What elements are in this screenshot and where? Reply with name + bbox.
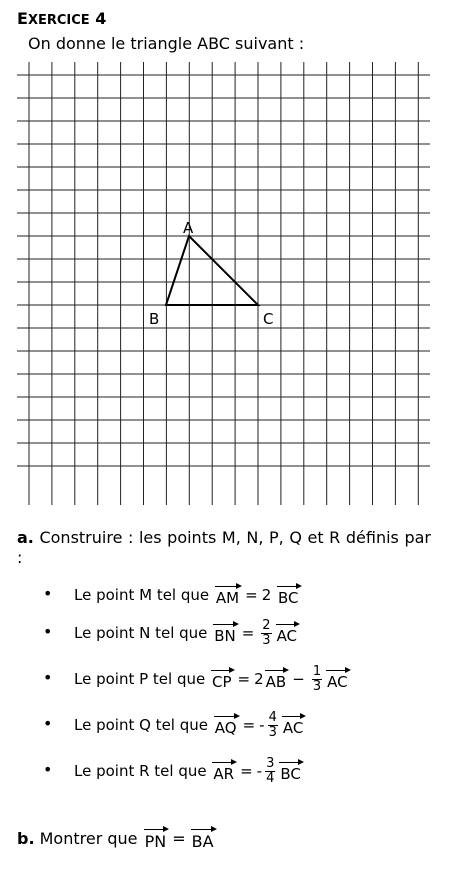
vector: PN: [145, 826, 167, 851]
label-b: B: [149, 310, 160, 328]
vector: BC: [278, 583, 299, 607]
vector: AB: [266, 667, 287, 691]
list-item: • Le point N tel que BN = $\frac{2}{3}$ AC: [43, 617, 298, 648]
list-item: • Le point R tel que AR = - $\frac{3}{4}$ BC: [43, 755, 301, 786]
intro-text: On donne le triangle ABC suivant :: [28, 34, 305, 53]
vector: BA: [192, 826, 214, 851]
exercise-title: EXERCICE 4: [17, 9, 107, 28]
list-item: • Le point M tel que AM = 2 BC: [43, 584, 299, 607]
vector: AC: [277, 621, 297, 645]
vector: AC: [283, 713, 303, 737]
vector: AQ: [215, 713, 237, 737]
vector: BN: [214, 621, 236, 645]
fraction: $\frac{1}{3}$: [312, 663, 322, 694]
question-b: b. Montrer que PN = BA: [17, 826, 216, 851]
vector: AM: [216, 583, 239, 607]
label-a: A: [183, 219, 194, 237]
question-a: a. Construire : les points M, N, P, Q et R définis par :: [17, 528, 432, 567]
vector: CP: [212, 667, 232, 691]
vector: BC: [280, 759, 301, 783]
fraction: $\frac{2}{3}$: [262, 617, 271, 648]
vector: AC: [327, 667, 347, 691]
grid-lines: [17, 62, 430, 505]
fraction: $\frac{4}{3}$: [268, 709, 277, 740]
label-c: C: [263, 310, 274, 328]
list-item: • Le point P tel que CP = 2 AB − $\frac{1}{3}$ AC: [43, 663, 348, 694]
vector: AR: [213, 759, 234, 783]
fraction: $\frac{3}{4}$: [266, 755, 275, 786]
list-item: • Le point Q tel que AQ = - $\frac{4}{3}$ AC: [43, 709, 304, 740]
